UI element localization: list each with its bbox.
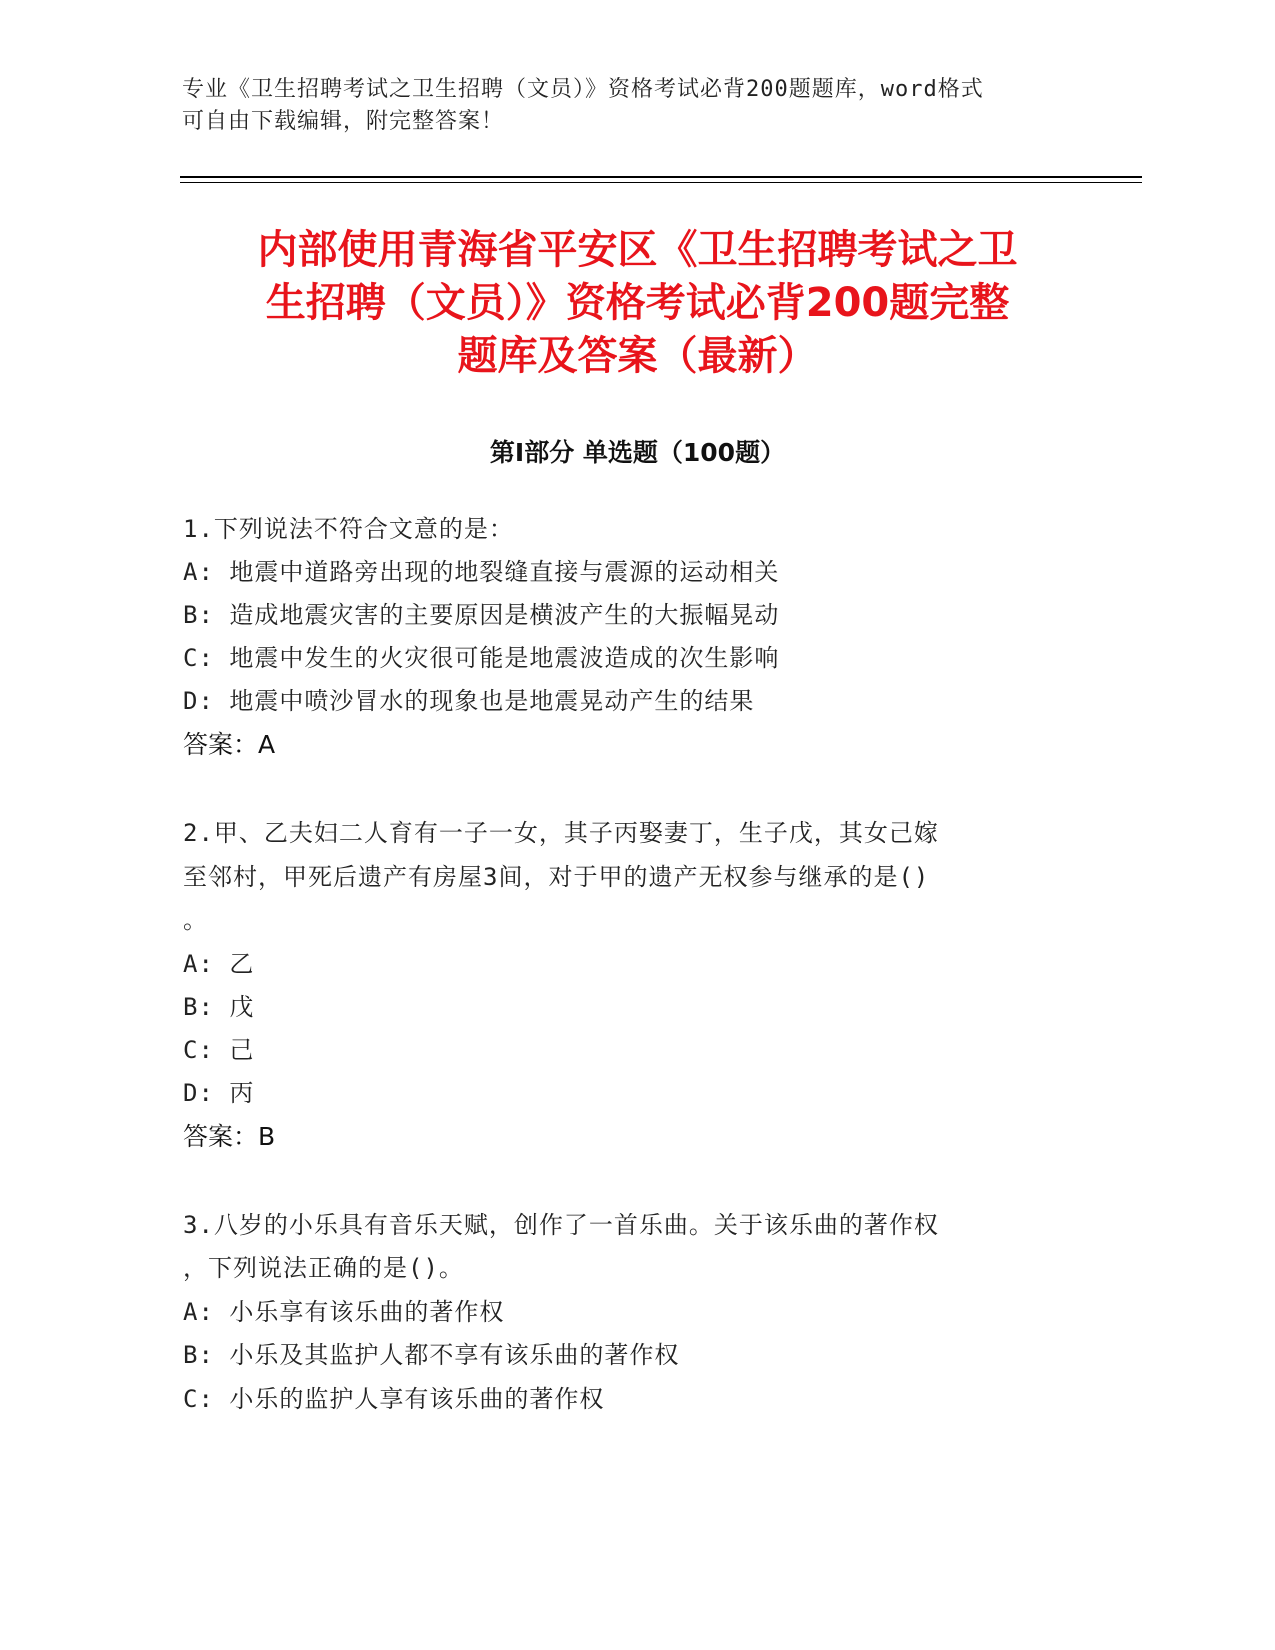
question-stem: 。 xyxy=(183,906,208,934)
question-option: C: 己 xyxy=(183,1036,255,1064)
question-option: B: 造成地震灾害的主要原因是横波产生的大振幅晃动 xyxy=(183,601,780,629)
document-title-line: 题库及答案（最新） xyxy=(457,333,818,379)
document-title-line: 内部使用青海省平安区《卫生招聘考试之卫 xyxy=(257,227,1018,273)
question-option: C: 地震中发生的火灾很可能是地震波造成的次生影响 xyxy=(183,644,780,672)
question-option: A: 小乐享有该乐曲的著作权 xyxy=(183,1298,505,1326)
section-heading: 第Ⅰ部分 单选题（100题） xyxy=(489,438,786,467)
question-stem: 3.八岁的小乐具有音乐天赋，创作了一首乐曲。关于该乐曲的著作权 xyxy=(183,1211,939,1239)
header-note-line: 可自由下载编辑，附完整答案！ xyxy=(182,109,505,134)
document-title xyxy=(180,224,1095,383)
header-rule-thick xyxy=(180,176,1142,178)
header-note-line: 专业《卫生招聘考试之卫生招聘（文员）》资格考试必背200题题库，word格式 xyxy=(182,77,984,102)
question-option: A: 地震中道路旁出现的地裂缝直接与震源的运动相关 xyxy=(183,558,780,586)
question-option: C: 小乐的监护人享有该乐曲的著作权 xyxy=(183,1385,605,1413)
question-option: B: 戊 xyxy=(183,993,255,1021)
question-option: B: 小乐及其监护人都不享有该乐曲的著作权 xyxy=(183,1341,680,1369)
question-stem: 至邻村，甲死后遗产有房屋3间，对于甲的遗产无权参与继承的是() xyxy=(183,863,930,891)
question-answer: 答案：A xyxy=(183,730,276,759)
question-option: D: 地震中喷沙冒水的现象也是地震晃动产生的结果 xyxy=(183,687,755,715)
question-option: D: 丙 xyxy=(183,1079,255,1107)
header-rule-thin xyxy=(180,182,1142,183)
question-option: A: 乙 xyxy=(183,950,255,978)
question-stem: 2.甲、乙夫妇二人育有一子一女，其子丙娶妻丁，生子戊，其女己嫁 xyxy=(183,819,939,847)
document-title-line: 生招聘（文员）》资格考试必背200题完整 xyxy=(265,280,1010,326)
header-note xyxy=(182,74,1062,138)
question-stem: ，下列说法正确的是()。 xyxy=(183,1254,464,1282)
question-answer: 答案：B xyxy=(183,1122,276,1151)
question-stem: 1.下列说法不符合文意的是： xyxy=(183,515,514,543)
